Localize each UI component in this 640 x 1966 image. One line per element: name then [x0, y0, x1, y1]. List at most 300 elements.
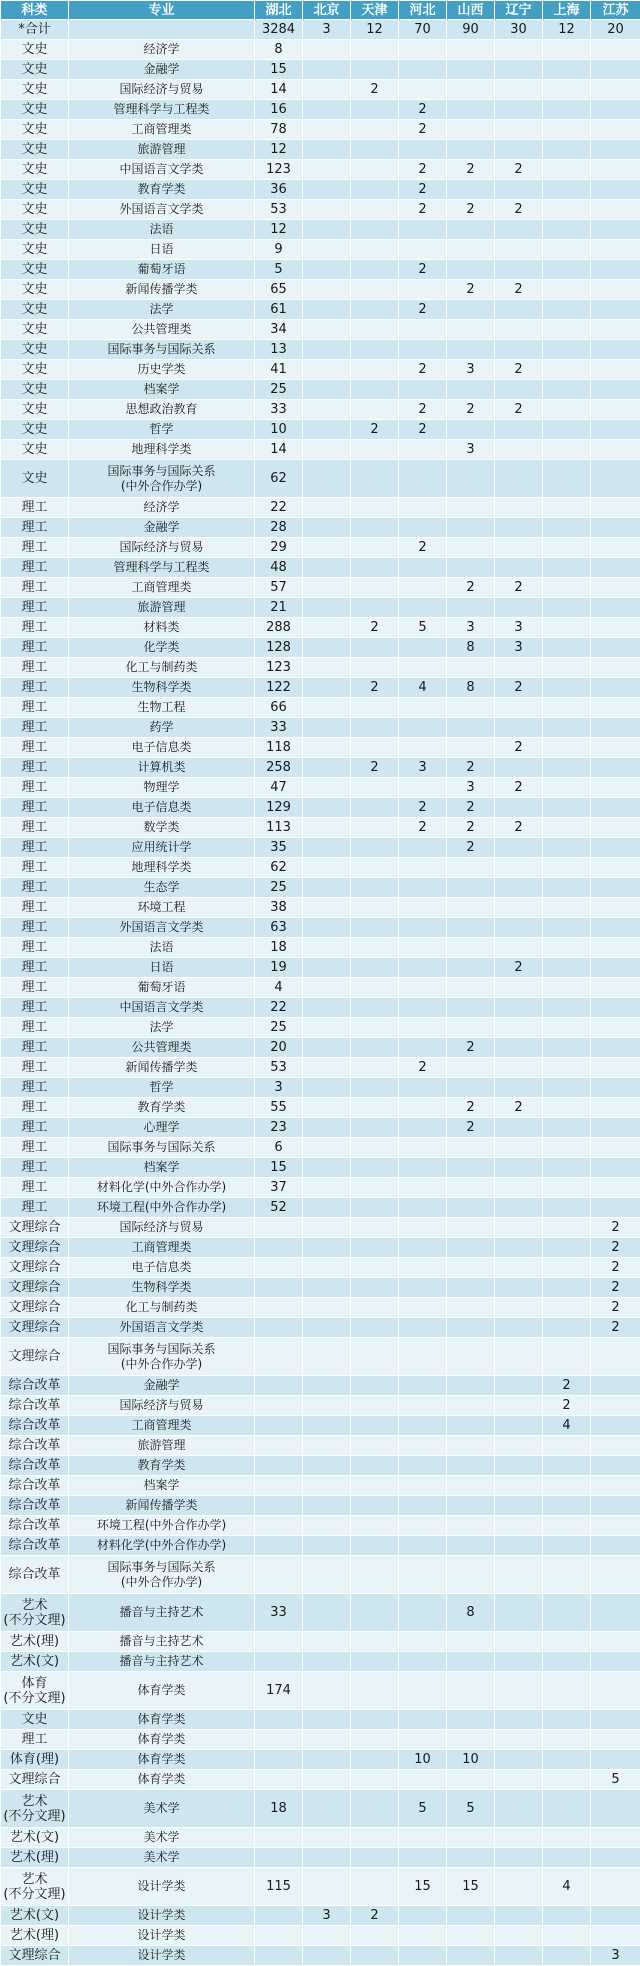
cell-jiangsu: [591, 1710, 640, 1730]
cell-liaoning: [495, 340, 543, 360]
cell-category: 理工: [1, 1198, 69, 1218]
cell-hubei: [255, 1516, 303, 1536]
cell-hubei: 55: [255, 1098, 303, 1118]
cell-liaoning: [495, 180, 543, 200]
cell-major: 管理科学与工程类: [69, 558, 255, 578]
cell-hebei: [399, 998, 447, 1018]
cell-category: 综合改革: [1, 1476, 69, 1496]
cell-hubei: 52: [255, 1198, 303, 1218]
cell-beijing: [303, 320, 351, 340]
cell-shanghai: [543, 538, 591, 558]
cell-shanghai: [543, 360, 591, 380]
cell-major: 地理科学类: [69, 440, 255, 460]
cell-shanxi: [447, 1298, 495, 1318]
cell-category: 文史: [1, 1710, 69, 1730]
cell-major: 教育学类: [69, 1098, 255, 1118]
cell-category: 综合改革: [1, 1456, 69, 1476]
cell-category: 文理综合: [1, 1238, 69, 1258]
cell-major: 金融学: [69, 60, 255, 80]
cell-hebei: [399, 1730, 447, 1750]
cell-category: 文史: [1, 240, 69, 260]
cell-shanxi: [447, 1138, 495, 1158]
cell-beijing: [303, 1198, 351, 1218]
cell-beijing: [303, 1318, 351, 1338]
cell-hebei: [399, 1376, 447, 1396]
cell-major: 法学: [69, 1018, 255, 1038]
cell-category: 文理综合: [1, 1258, 69, 1278]
cell-shanghai: [543, 160, 591, 180]
cell-shanxi: [447, 1516, 495, 1536]
cell-tianjin: [351, 1828, 399, 1848]
cell-major: 金融学: [69, 518, 255, 538]
cell-jiangsu: [591, 260, 640, 280]
table-row: [1, 1436, 640, 1456]
cell-hebei: 2: [399, 160, 447, 180]
cell-jiangsu: [591, 1078, 640, 1098]
cell-major: 国际事务与国际关系: [69, 1138, 255, 1158]
cell-hebei: [399, 1926, 447, 1946]
cell-hubei: [255, 1318, 303, 1338]
cell-major: 地理科学类: [69, 858, 255, 878]
cell-hubei: [255, 1536, 303, 1556]
cell-liaoning: 2: [495, 738, 543, 758]
table-row: [1, 1298, 640, 1318]
cell-major: 国际经济与贸易: [69, 1218, 255, 1238]
cell-jiangsu: [591, 1416, 640, 1436]
cell-hubei: 37: [255, 1178, 303, 1198]
table-row: [1, 838, 640, 858]
cell-major: 法学: [69, 300, 255, 320]
cell-major: 生物工程: [69, 698, 255, 718]
table-row: [1, 80, 640, 100]
cell-shanghai: [543, 1848, 591, 1868]
cell-tianjin: [351, 1118, 399, 1138]
cell-shanghai: 4: [543, 1868, 591, 1906]
cell-tianjin: [351, 578, 399, 598]
cell-shanghai: [543, 738, 591, 758]
cell-shanghai: [543, 1632, 591, 1652]
cell-beijing: [303, 400, 351, 420]
table-row: [1, 1536, 640, 1556]
cell-hebei: [399, 978, 447, 998]
cell-beijing: [303, 578, 351, 598]
cell-shanxi: 3: [447, 778, 495, 798]
cell-shanxi: [447, 100, 495, 120]
cell-category: 理工: [1, 498, 69, 518]
header-shanxi: 山西: [447, 1, 495, 20]
cell-liaoning: [495, 1218, 543, 1238]
cell-hubei: 129: [255, 798, 303, 818]
cell-jiangsu: [591, 1456, 640, 1476]
cell-liaoning: [495, 300, 543, 320]
cell-major: 日语: [69, 240, 255, 260]
cell-hubei: 13: [255, 340, 303, 360]
cell-category: 文史: [1, 420, 69, 440]
cell-category: 理工: [1, 518, 69, 538]
cell-major: 旅游管理: [69, 140, 255, 160]
cell-major: 播音与主持艺术: [69, 1594, 255, 1632]
cell-shanghai: [543, 958, 591, 978]
cell-tianjin: [351, 1318, 399, 1338]
cell-shanxi: [447, 498, 495, 518]
cell-liaoning: [495, 1750, 543, 1770]
cell-shanxi: [447, 40, 495, 60]
cell-hubei: 62: [255, 858, 303, 878]
cell-major: 国际经济与贸易: [69, 538, 255, 558]
cell-tianjin: [351, 160, 399, 180]
cell-major: 公共管理类: [69, 320, 255, 340]
cell-major: 体育学类: [69, 1770, 255, 1790]
cell-hubei: [255, 1258, 303, 1278]
cell-category: 理工: [1, 578, 69, 598]
cell-tianjin: [351, 1556, 399, 1594]
cell-shanghai: [543, 320, 591, 340]
cell-hebei: [399, 1038, 447, 1058]
table-row: [1, 260, 640, 280]
cell-jiangsu: [591, 1652, 640, 1672]
cell-major: 物理学: [69, 778, 255, 798]
cell-liaoning: [495, 1730, 543, 1750]
cell-tianjin: [351, 440, 399, 460]
table-row: [1, 718, 640, 738]
cell-liaoning: [495, 1138, 543, 1158]
table-row: [1, 180, 640, 200]
cell-liaoning: [495, 1828, 543, 1848]
cell-major: 新闻传播学类: [69, 1058, 255, 1078]
cell-beijing: [303, 538, 351, 558]
cell-hebei: [399, 380, 447, 400]
cell-shanghai: [543, 380, 591, 400]
cell-shanghai: [543, 460, 591, 498]
cell-beijing: [303, 1118, 351, 1138]
cell-liaoning: [495, 518, 543, 538]
cell-tianjin: [351, 1138, 399, 1158]
cell-liaoning: [495, 978, 543, 998]
table-row: [1, 1848, 640, 1868]
cell-tianjin: [351, 1338, 399, 1376]
cell-beijing: [303, 958, 351, 978]
cell-jiangsu: [591, 460, 640, 498]
cell-major: 哲学: [69, 1078, 255, 1098]
cell-beijing: [303, 100, 351, 120]
cell-hebei: [399, 858, 447, 878]
cell-liaoning: 2: [495, 678, 543, 698]
cell-hubei: 118: [255, 738, 303, 758]
cell-shanxi: [447, 1556, 495, 1594]
cell-tianjin: [351, 1516, 399, 1536]
cell-jiangsu: 2: [591, 1318, 640, 1338]
cell-liaoning: [495, 1376, 543, 1396]
cell-jiangsu: [591, 758, 640, 778]
cell-hubei: 174: [255, 1672, 303, 1710]
cell-hebei: [399, 340, 447, 360]
cell-tianjin: [351, 598, 399, 618]
cell-hubei: 3: [255, 1078, 303, 1098]
cell-major: 旅游管理: [69, 1436, 255, 1456]
cell-hubei: [255, 1730, 303, 1750]
cell-jiangsu: [591, 1730, 640, 1750]
cell-category: 理工: [1, 898, 69, 918]
cell-shanghai: [543, 240, 591, 260]
cell-liaoning: [495, 598, 543, 618]
cell-beijing: [303, 340, 351, 360]
cell-category: *合计: [1, 20, 69, 40]
cell-beijing: [303, 60, 351, 80]
cell-hebei: [399, 938, 447, 958]
cell-hubei: [255, 1298, 303, 1318]
cell-shanxi: [447, 698, 495, 718]
cell-hubei: 16: [255, 100, 303, 120]
cell-liaoning: [495, 938, 543, 958]
cell-category: 文理综合: [1, 1770, 69, 1790]
table-row: [1, 1556, 640, 1594]
cell-shanxi: [447, 1278, 495, 1298]
table-row: [1, 120, 640, 140]
cell-tianjin: [351, 1476, 399, 1496]
cell-beijing: [303, 260, 351, 280]
cell-hebei: [399, 498, 447, 518]
cell-liaoning: 2: [495, 818, 543, 838]
cell-major: 工商管理类: [69, 120, 255, 140]
cell-hebei: [399, 778, 447, 798]
cell-tianjin: [351, 400, 399, 420]
cell-beijing: [303, 1298, 351, 1318]
cell-tianjin: [351, 498, 399, 518]
cell-major: 国际事务与国际关系 (中外合作办学): [69, 1556, 255, 1594]
cell-major: 应用统计学: [69, 838, 255, 858]
cell-hebei: [399, 1436, 447, 1456]
table-row: [1, 1594, 640, 1632]
cell-tianjin: [351, 1790, 399, 1828]
table-row: [1, 200, 640, 220]
cell-hubei: 62: [255, 460, 303, 498]
cell-shanghai: [543, 558, 591, 578]
cell-hubei: 63: [255, 918, 303, 938]
cell-jiangsu: 2: [591, 1298, 640, 1318]
header-liaoning: 辽宁: [495, 1, 543, 20]
cell-hubei: [255, 1926, 303, 1946]
cell-category: 文理综合: [1, 1338, 69, 1376]
cell-category: 理工: [1, 1118, 69, 1138]
cell-beijing: [303, 838, 351, 858]
cell-major: 档案学: [69, 1158, 255, 1178]
cell-major: 体育学类: [69, 1672, 255, 1710]
cell-beijing: [303, 718, 351, 738]
cell-hebei: 5: [399, 1790, 447, 1828]
cell-liaoning: [495, 998, 543, 1018]
cell-hubei: 4: [255, 978, 303, 998]
cell-tianjin: [351, 518, 399, 538]
cell-jiangsu: [591, 1594, 640, 1632]
cell-category: 理工: [1, 1158, 69, 1178]
cell-jiangsu: [591, 1376, 640, 1396]
table-row: [1, 1926, 640, 1946]
cell-hubei: [255, 1750, 303, 1770]
cell-hubei: 123: [255, 160, 303, 180]
cell-hubei: 113: [255, 818, 303, 838]
cell-shanghai: [543, 1058, 591, 1078]
cell-shanghai: [543, 1536, 591, 1556]
cell-shanxi: [447, 80, 495, 100]
cell-hubei: [255, 1476, 303, 1496]
cell-jiangsu: [591, 898, 640, 918]
table-row: [1, 1376, 640, 1396]
cell-category: 文史: [1, 280, 69, 300]
cell-hubei: 19: [255, 958, 303, 978]
cell-shanghai: [543, 1730, 591, 1750]
cell-tianjin: [351, 1396, 399, 1416]
table-row: [1, 140, 640, 160]
table-row: [1, 578, 640, 598]
cell-shanghai: [543, 798, 591, 818]
cell-tianjin: [351, 1178, 399, 1198]
cell-liaoning: [495, 858, 543, 878]
cell-category: 理工: [1, 838, 69, 858]
cell-liaoning: [495, 440, 543, 460]
cell-tianjin: 12: [351, 20, 399, 40]
cell-tianjin: [351, 1848, 399, 1868]
cell-jiangsu: [591, 1198, 640, 1218]
cell-beijing: [303, 240, 351, 260]
cell-beijing: [303, 1710, 351, 1730]
table-row: [1, 1038, 640, 1058]
cell-shanghai: [543, 1038, 591, 1058]
cell-hebei: [399, 598, 447, 618]
cell-jiangsu: [591, 938, 640, 958]
cell-beijing: [303, 1750, 351, 1770]
cell-tianjin: [351, 340, 399, 360]
cell-tianjin: [351, 658, 399, 678]
cell-shanghai: [543, 1770, 591, 1790]
cell-shanghai: [543, 340, 591, 360]
cell-hubei: 33: [255, 1594, 303, 1632]
cell-liaoning: 2: [495, 280, 543, 300]
cell-liaoning: 2: [495, 360, 543, 380]
cell-hubei: 12: [255, 220, 303, 240]
table-row: [1, 998, 640, 1018]
cell-liaoning: 30: [495, 20, 543, 40]
cell-category: 理工: [1, 1018, 69, 1038]
cell-major: 新闻传播学类: [69, 1496, 255, 1516]
table-row: [1, 518, 640, 538]
cell-major: 美术学: [69, 1828, 255, 1848]
cell-shanxi: [447, 718, 495, 738]
cell-major: 体育学类: [69, 1730, 255, 1750]
cell-jiangsu: [591, 838, 640, 858]
cell-tianjin: [351, 638, 399, 658]
cell-shanghai: [543, 1118, 591, 1138]
cell-hebei: [399, 1258, 447, 1278]
cell-liaoning: 3: [495, 638, 543, 658]
cell-liaoning: [495, 1178, 543, 1198]
cell-shanxi: [447, 1078, 495, 1098]
cell-tianjin: [351, 1258, 399, 1278]
cell-beijing: [303, 1632, 351, 1652]
cell-hubei: 48: [255, 558, 303, 578]
cell-hebei: [399, 1632, 447, 1652]
cell-hebei: [399, 898, 447, 918]
cell-shanghai: [543, 778, 591, 798]
cell-shanxi: [447, 1338, 495, 1376]
cell-jiangsu: 2: [591, 1238, 640, 1258]
cell-shanghai: [543, 260, 591, 280]
cell-jiangsu: [591, 678, 640, 698]
cell-hebei: [399, 1946, 447, 1966]
cell-hebei: [399, 1516, 447, 1536]
cell-liaoning: [495, 1278, 543, 1298]
cell-beijing: [303, 1218, 351, 1238]
cell-hebei: [399, 1338, 447, 1376]
table-row: [1, 978, 640, 998]
cell-hubei: 122: [255, 678, 303, 698]
table-row: [1, 1138, 640, 1158]
table-row: [1, 380, 640, 400]
table-row: [1, 758, 640, 778]
cell-jiangsu: [591, 798, 640, 818]
cell-shanghai: [543, 1278, 591, 1298]
cell-shanghai: [543, 578, 591, 598]
cell-shanghai: [543, 1158, 591, 1178]
cell-hubei: 38: [255, 898, 303, 918]
cell-category: 理工: [1, 998, 69, 1018]
cell-beijing: [303, 778, 351, 798]
cell-shanxi: [447, 420, 495, 440]
cell-major: 设计学类: [69, 1926, 255, 1946]
cell-tianjin: [351, 300, 399, 320]
cell-major: 思想政治教育: [69, 400, 255, 420]
cell-jiangsu: [591, 818, 640, 838]
cell-category: 文理综合: [1, 1298, 69, 1318]
table-row: [1, 738, 640, 758]
cell-category: 理工: [1, 1098, 69, 1118]
table-row: [1, 460, 640, 498]
cell-category: 文理综合: [1, 1946, 69, 1966]
cell-liaoning: [495, 420, 543, 440]
cell-hubei: [255, 1946, 303, 1966]
cell-tianjin: [351, 978, 399, 998]
cell-jiangsu: [591, 1118, 640, 1138]
cell-beijing: [303, 1848, 351, 1868]
cell-hebei: 2: [399, 538, 447, 558]
table-row: [1, 1058, 640, 1078]
cell-category: 理工: [1, 1078, 69, 1098]
cell-hebei: [399, 1476, 447, 1496]
cell-category: 文史: [1, 360, 69, 380]
cell-tianjin: [351, 1018, 399, 1038]
cell-category: 理工: [1, 558, 69, 578]
table-row: [1, 300, 640, 320]
cell-liaoning: [495, 140, 543, 160]
cell-jiangsu: [591, 1476, 640, 1496]
cell-category: 体育 (不分文理): [1, 1672, 69, 1710]
cell-liaoning: [495, 918, 543, 938]
cell-tianjin: 2: [351, 420, 399, 440]
cell-beijing: [303, 140, 351, 160]
cell-jiangsu: [591, 878, 640, 898]
cell-category: 文史: [1, 260, 69, 280]
cell-shanxi: 15: [447, 1868, 495, 1906]
cell-liaoning: [495, 1238, 543, 1258]
cell-hebei: 5: [399, 618, 447, 638]
cell-hebei: [399, 1770, 447, 1790]
cell-jiangsu: [591, 200, 640, 220]
cell-hebei: [399, 440, 447, 460]
cell-hubei: [255, 1416, 303, 1436]
table-row: [1, 938, 640, 958]
cell-hubei: [255, 1652, 303, 1672]
table-row: [1, 958, 640, 978]
cell-hebei: [399, 320, 447, 340]
